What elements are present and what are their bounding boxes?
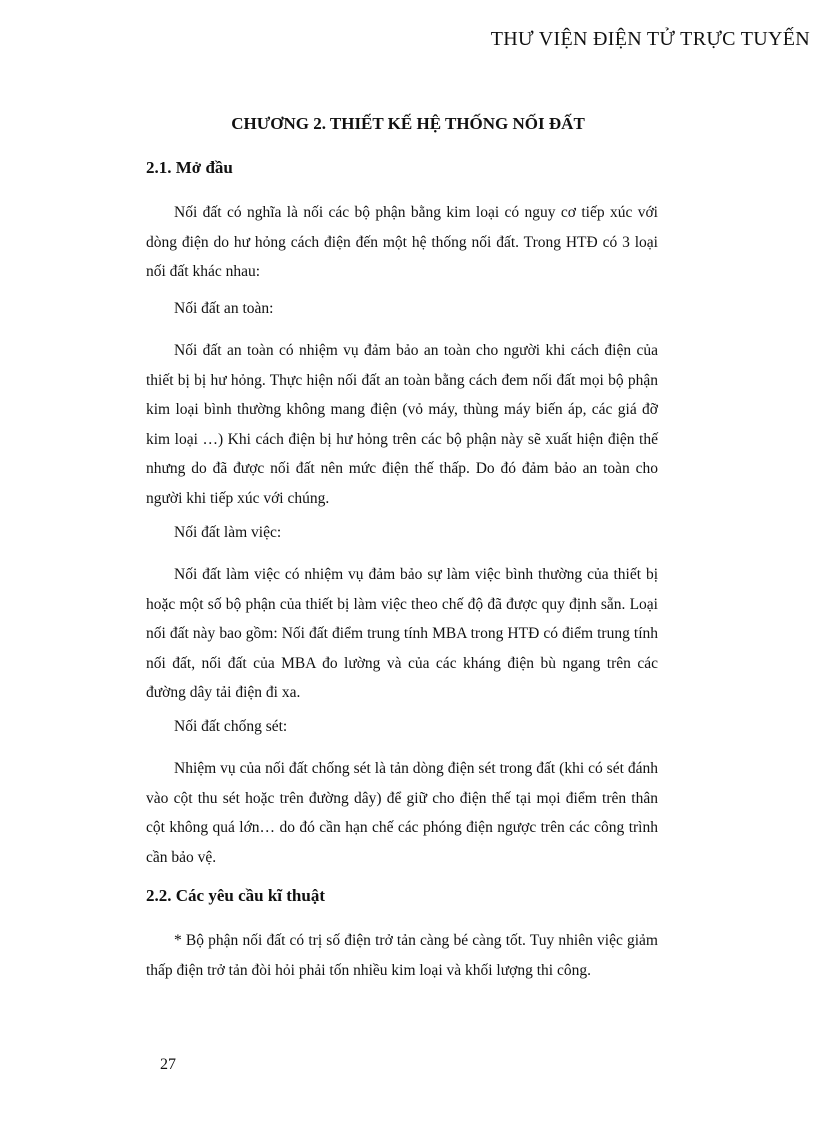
- safety-grounding-label: Nối đất an toàn:: [174, 300, 274, 317]
- section-heading-2-1: 2.1. Mở đầu: [146, 158, 233, 177]
- intro-paragraph: Nối đất có nghĩa là nối các bộ phận bằng kim loại có nguy cơ tiếp xúc với dòng điện do hư hỏng cách điện đến một hệ thống nối đất. Trong HTĐ có 3 loại nối đất khác nhau:: [146, 204, 658, 280]
- safety-grounding-paragraph: Nối đất an toàn có nhiệm vụ đảm bảo an toàn cho người khi cách điện của thiết bị bị hư hỏng. Thực hiện nối đất an toàn bằng cách đem nối đất mọi bộ phận kim loại bình thường không mang điện (vỏ máy, thùng máy biến áp, các giá đỡ kim loại …) Khi cách điện bị hư hỏng trên các bộ phận này sẽ xuất hiện điện thế nhưng do đã được nối đất nên mức điện thế thấp. Do đó đảm bảo an toàn cho người khi tiếp xúc với chúng.: [146, 342, 658, 507]
- section-heading-2-2: 2.2. Các yêu cầu kĩ thuật: [146, 886, 325, 905]
- lightning-grounding-label: Nối đất chống sét:: [174, 718, 288, 735]
- chapter-title: CHƯƠNG 2. THIẾT KẾ HỆ THỐNG NỐI ĐẤT: [231, 114, 585, 133]
- page-number: 27: [160, 1056, 176, 1073]
- header-watermark: THƯ VIỆN ĐIỆN TỬ TRỰC TUYẾN: [490, 28, 810, 50]
- requirement-paragraph-1: * Bộ phận nối đất có trị số điện trở tản càng bé càng tốt. Tuy nhiên việc giảm thấp điện trở tản đòi hỏi phải tốn nhiều kim loại và khối lượng thi công.: [146, 932, 658, 979]
- working-grounding-label: Nối đất làm việc:: [174, 524, 282, 541]
- working-grounding-paragraph: Nối đất làm việc có nhiệm vụ đảm bảo sự làm việc bình thường của thiết bị hoặc một số bộ phận của thiết bị làm việc theo chế độ đã được quy định sẵn. Loại nối đất này bao gồm: Nối đất điểm trung tính MBA trong HTĐ có điểm trung tính nối đất, nối đất của MBA đo lường và của các kháng điện bù ngang trên các đường dây tải điện đi xa.: [146, 566, 658, 701]
- lightning-grounding-paragraph: Nhiệm vụ của nối đất chống sét là tản dòng điện sét trong đất (khi có sét đánh vào cột thu sét hoặc trên đường dây) để giữ cho điện thế tại mọi điểm trên thân cột không quá lớn… do đó cần hạn chế các phóng điện ngược trên các công trình cần bảo vệ.: [146, 760, 658, 866]
